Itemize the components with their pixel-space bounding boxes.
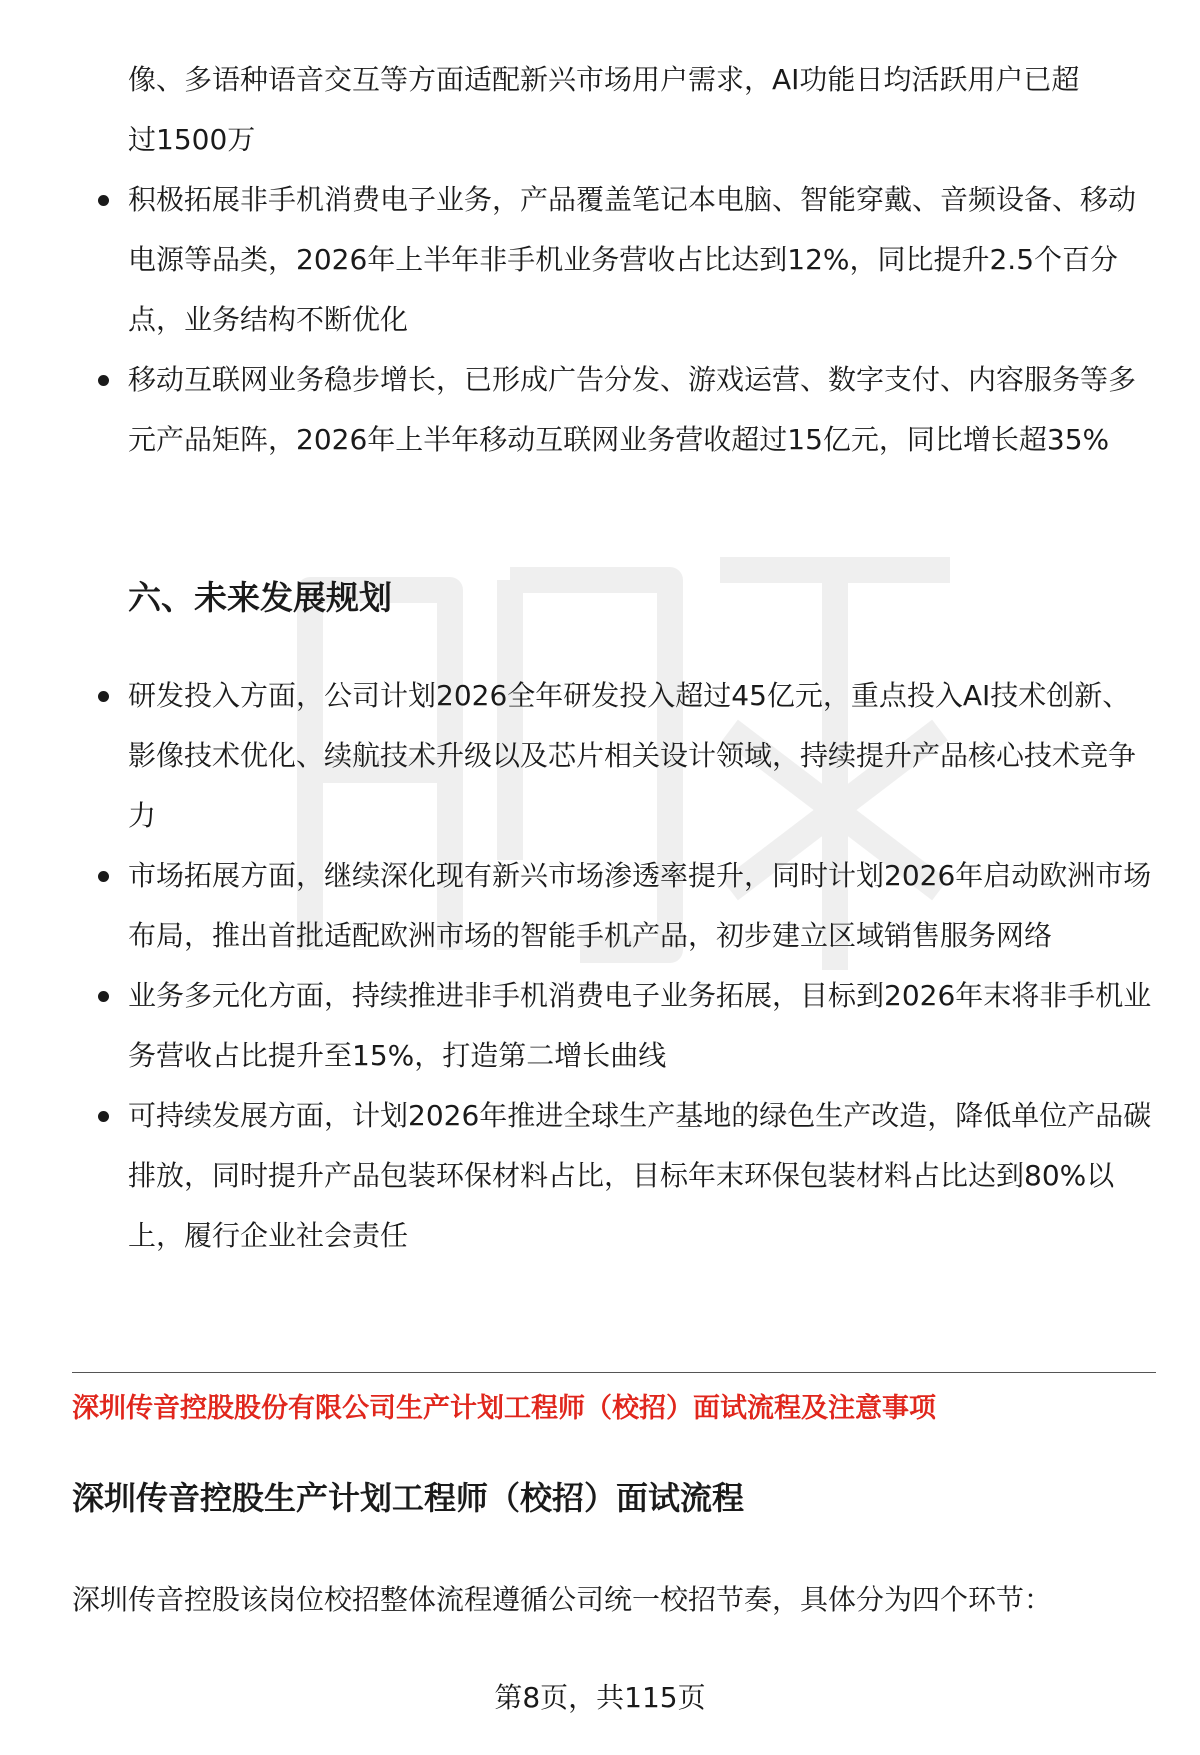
horizontal-divider: [72, 1372, 1156, 1373]
list-item-text: 移动互联网业务稳步增长，已形成广告分发、游戏运营、数字支付、内容服务等多元产品矩阵，2026年上半年移动互联网业务营收超过15亿元，同比增长超35%: [128, 363, 1137, 456]
business-bullet-list: [0, 170, 1200, 470]
list-item-text: 业务多元化方面，持续推进非手机消费电子业务拓展，目标到2026年末将非手机业务营收占比提升至15%，打造第二增长曲线: [128, 979, 1152, 1072]
list-item-text: 研发投入方面，公司计划2026全年研发投入超过45亿元，重点投入AI技术创新、影像技术优化、续航技术升级以及芯片相关设计领域，持续提升产品核心技术竞争力: [128, 679, 1137, 832]
list-item: [0, 1086, 1200, 1266]
continuation-line-2: 过1500万: [128, 123, 256, 156]
interview-red-title: 深圳传音控股股份有限公司生产计划工程师（校招）面试流程及注意事项: [72, 1393, 936, 1424]
list-item-text: 积极拓展非手机消费电子业务，产品覆盖笔记本电脑、智能穿戴、音频设备、移动电源等品类，2026年上半年非手机业务营收占比达到12%，同比提升2.5个百分点，业务结构不断优化: [128, 183, 1137, 336]
future-plans-bullet-list: [0, 666, 1200, 1266]
bullet-icon: [98, 991, 109, 1002]
list-item: [0, 966, 1200, 1086]
list-item-text: 市场拓展方面，继续深化现有新兴市场渗透率提升，同时计划2026年启动欧洲市场布局，推出首批适配欧洲市场的智能手机产品，初步建立区域销售服务网络: [128, 859, 1152, 952]
list-item: [0, 350, 1200, 470]
bullet-icon: [98, 195, 109, 206]
list-item: [0, 846, 1200, 966]
bullet-icon: [98, 871, 109, 882]
bullet-icon: [98, 1111, 109, 1122]
list-item: [0, 170, 1200, 350]
interview-sub-heading: 深圳传音控股生产计划工程师（校招）面试流程: [72, 1479, 745, 1517]
section-heading-future-plans: 六、未来发展规划: [128, 578, 392, 617]
continuation-line-1: 像、多语种语音交互等方面适配新兴市场用户需求，AI功能日均活跃用户已超: [128, 63, 1080, 96]
list-item: [0, 666, 1200, 846]
page-number-footer: 第8页，共115页: [494, 1681, 706, 1714]
bullet-icon: [98, 375, 109, 386]
interview-intro-paragraph: 深圳传音控股该岗位校招整体流程遵循公司统一校招节奏，具体分为四个环节：: [72, 1583, 1053, 1616]
bullet-icon: [98, 691, 109, 702]
list-item-text: 可持续发展方面，计划2026年推进全球生产基地的绿色生产改造，降低单位产品碳排放，同时提升产品包装环保材料占比，目标年末环保包装材料占比达到80%以上，履行企业社会责任: [128, 1099, 1152, 1252]
